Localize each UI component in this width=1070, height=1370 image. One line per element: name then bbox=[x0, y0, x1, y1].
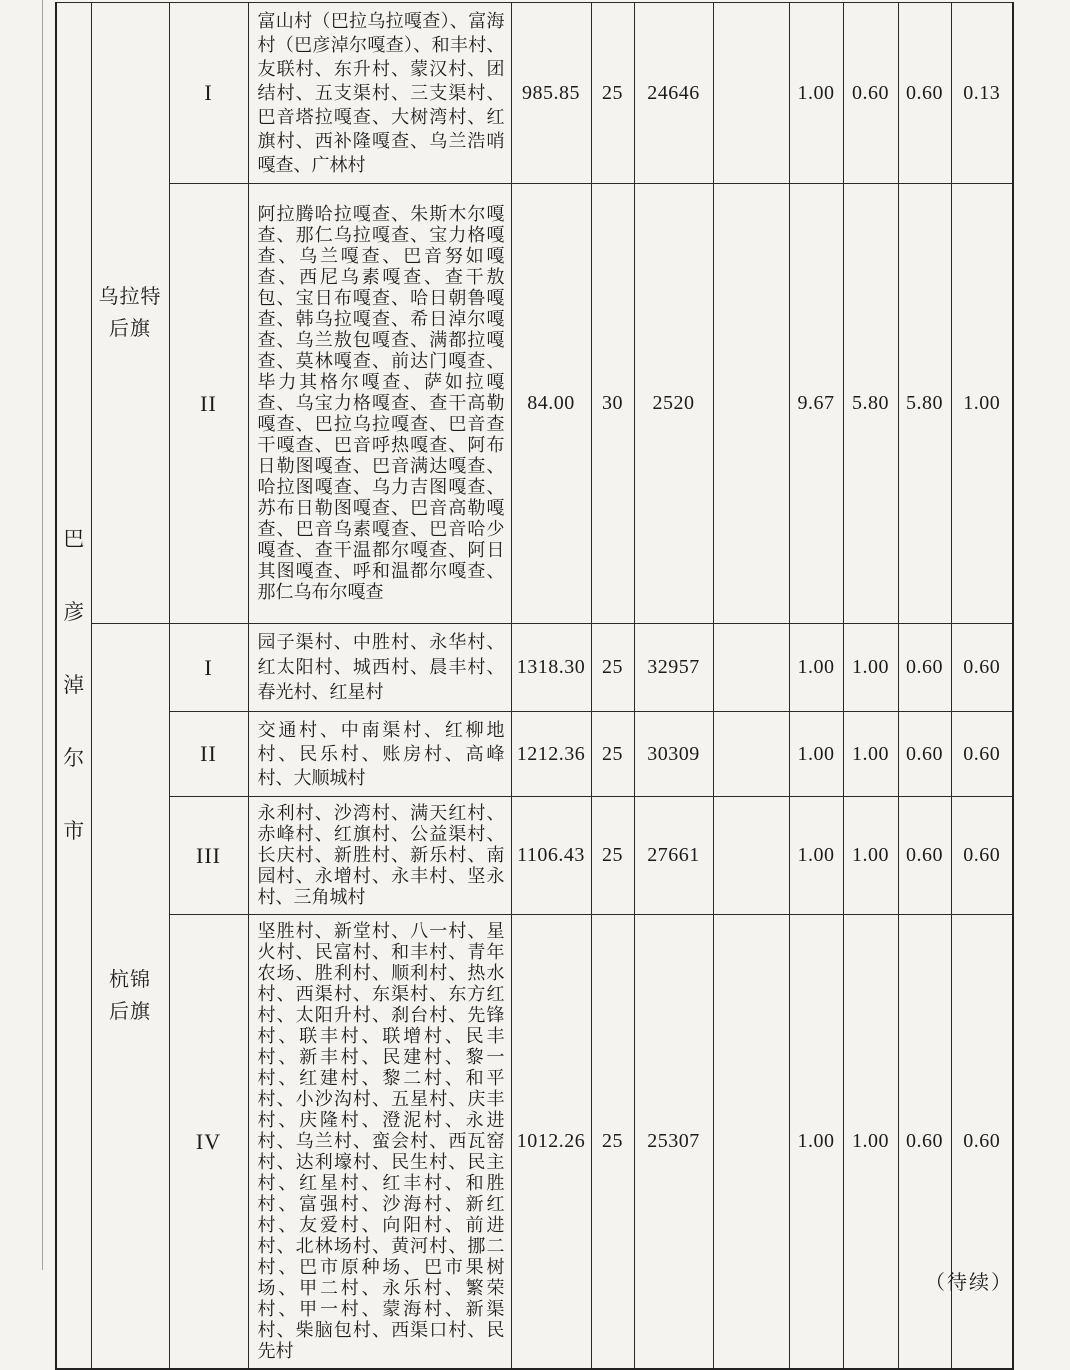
value-cell: 1.00 bbox=[789, 712, 843, 797]
value-cell: 25 bbox=[591, 915, 634, 1370]
value-cell: 1318.30 bbox=[511, 624, 591, 712]
value-cell: 0.60 bbox=[898, 3, 951, 184]
value-cell: 1.00 bbox=[789, 915, 843, 1370]
grade-cell: II bbox=[169, 184, 248, 624]
value-cell: 30 bbox=[591, 184, 634, 624]
value-cell: 985.85 bbox=[511, 3, 591, 184]
value-cell: 0.60 bbox=[843, 3, 898, 184]
value-cell: 32957 bbox=[634, 624, 713, 712]
value-cell-blank bbox=[713, 712, 789, 797]
value-cell: 0.13 bbox=[951, 3, 1013, 184]
table-row bbox=[56, 624, 1013, 712]
table-row bbox=[56, 915, 1013, 1370]
value-cell: 1.00 bbox=[843, 797, 898, 915]
value-cell: 0.60 bbox=[898, 624, 951, 712]
banner-cell-hanggin-rear bbox=[91, 624, 169, 1370]
value-cell: 1.00 bbox=[951, 184, 1013, 624]
grade-cell: III bbox=[169, 797, 248, 915]
table-row bbox=[56, 3, 1013, 184]
value-cell: 2520 bbox=[634, 184, 713, 624]
value-cell: 0.60 bbox=[898, 797, 951, 915]
villages-cell bbox=[248, 797, 511, 915]
value-cell: 1.00 bbox=[843, 624, 898, 712]
value-cell: 1212.36 bbox=[511, 712, 591, 797]
grade-cell: IV bbox=[169, 915, 248, 1370]
value-cell: 1.00 bbox=[843, 712, 898, 797]
value-cell: 25307 bbox=[634, 915, 713, 1370]
city-cell bbox=[56, 3, 91, 1370]
value-cell: 0.60 bbox=[898, 915, 951, 1370]
village-allocation-table bbox=[55, 2, 1014, 1370]
value-cell: 1.00 bbox=[789, 624, 843, 712]
villages-cell bbox=[248, 712, 511, 797]
villages-cell bbox=[248, 3, 511, 184]
value-cell: 27661 bbox=[634, 797, 713, 915]
value-cell: 30309 bbox=[634, 712, 713, 797]
villages-text: 园子渠村、中胜村、永华村、红太阳村、城西村、晨丰村、春光村、红星村 bbox=[257, 632, 505, 702]
villages-text: 永利村、沙湾村、满天红村、赤峰村、红旗村、公益渠村、长庆村、新胜村、新乐村、南园村、永增村、永丰村、坚永村、三角城村 bbox=[257, 803, 505, 907]
table-row bbox=[56, 797, 1013, 915]
value-cell: 1012.26 bbox=[511, 915, 591, 1370]
to-be-continued-note: （待续） bbox=[925, 1272, 1013, 1294]
villages-text: 富山村（巴拉乌拉嘎查）、富海村（巴彦淖尔嘎查）、和丰村、友联村、东升村、蒙汉村、团结村、五支渠村、三支渠村、巴音塔拉嘎查、大树湾村、红旗村、西补隆嘎查、乌兰浩哨嘎查、广林村 bbox=[257, 11, 505, 175]
value-cell: 84.00 bbox=[511, 184, 591, 624]
banner-cell-urad-rear bbox=[91, 3, 169, 624]
banner-label: 乌拉特后旗 bbox=[98, 286, 162, 340]
banner-label: 杭锦后旗 bbox=[109, 969, 151, 1023]
value-cell: 25 bbox=[591, 3, 634, 184]
value-cell-blank bbox=[713, 624, 789, 712]
grade-cell: II bbox=[169, 712, 248, 797]
value-cell: 0.60 bbox=[951, 915, 1013, 1370]
value-cell: 5.80 bbox=[898, 184, 951, 624]
value-cell: 1.00 bbox=[789, 797, 843, 915]
value-cell: 25 bbox=[591, 712, 634, 797]
table-row bbox=[56, 184, 1013, 624]
value-cell: 1.00 bbox=[789, 3, 843, 184]
grade-cell: I bbox=[169, 3, 248, 184]
villages-cell bbox=[248, 184, 511, 624]
table-row bbox=[56, 712, 1013, 797]
value-cell: 1.00 bbox=[843, 915, 898, 1370]
value-cell: 0.60 bbox=[898, 712, 951, 797]
value-cell: 5.80 bbox=[843, 184, 898, 624]
value-cell: 24646 bbox=[634, 3, 713, 184]
value-cell: 25 bbox=[591, 624, 634, 712]
grade-cell: I bbox=[169, 624, 248, 712]
villages-text: 阿拉腾哈拉嘎查、朱斯木尔嘎查、那仁乌拉嘎查、宝力格嘎查、乌兰嘎查、巴音努如嘎查、西尼乌素嘎查、查干敖包、宝日布嘎查、哈日朝鲁嘎查、韩乌拉嘎查、希日淖尔嘎查、乌兰敖包嘎查、满都拉嘎查、莫林嘎查、前达门嘎查、毕力其格尔嘎查、萨如拉嘎查、乌宝力格嘎查、查干高勒嘎查、巴拉乌拉嘎查、巴音查干嘎查、巴音呼热嘎查、阿布日勒图嘎查、巴音满达嘎查、哈拉图嘎查、乌力吉图嘎查、苏布日勒图嘎查、巴音高勒嘎查、巴音乌素嘎查、巴音哈少嘎查、查干温都尔嘎查、阿日其图嘎查、呼和温都尔嘎查、那仁乌布尔嘎查 bbox=[257, 204, 505, 602]
scan-artifact-line bbox=[42, 0, 43, 1270]
value-cell: 0.60 bbox=[951, 797, 1013, 915]
villages-cell bbox=[248, 624, 511, 712]
value-cell: 1106.43 bbox=[511, 797, 591, 915]
value-cell-blank bbox=[713, 3, 789, 184]
value-cell-blank bbox=[713, 184, 789, 624]
value-cell: 25 bbox=[591, 797, 634, 915]
value-cell: 9.67 bbox=[789, 184, 843, 624]
value-cell-blank bbox=[713, 915, 789, 1370]
value-cell: 0.60 bbox=[951, 712, 1013, 797]
villages-text: 坚胜村、新堂村、八一村、星火村、民富村、和丰村、青年农场、胜利村、顺利村、热水村、西渠村、东渠村、东方红村、太阳升村、刹台村、先锋村、联丰村、联增村、民丰村、新丰村、民建村、黎一村、红建村、黎二村、和平村、小沙沟村、五星村、庆丰村、庆隆村、澄泥村、永进村、乌兰村、蛮会村、西瓦窑村、达利壕村、民生村、民主村、红星村、红丰村、和胜村、富强村、沙海村、新红村、友爱村、向阳村、前进村、北林场村、黄河村、挪二村、巴市原种场、巴市果树场、甲二村、永乐村、繁荣村、甲一村、蒙海村、新渠村、柴脑包村、西渠口村、民先村 bbox=[257, 921, 505, 1361]
value-cell-blank bbox=[713, 797, 789, 915]
villages-cell bbox=[248, 915, 511, 1370]
value-cell: 0.60 bbox=[951, 624, 1013, 712]
city-label: 巴 彦 淖 尔 市 bbox=[63, 527, 85, 843]
villages-text: 交通村、中南渠村、红柳地村、民乐村、账房村、高峰村、大顺城村 bbox=[257, 720, 505, 788]
